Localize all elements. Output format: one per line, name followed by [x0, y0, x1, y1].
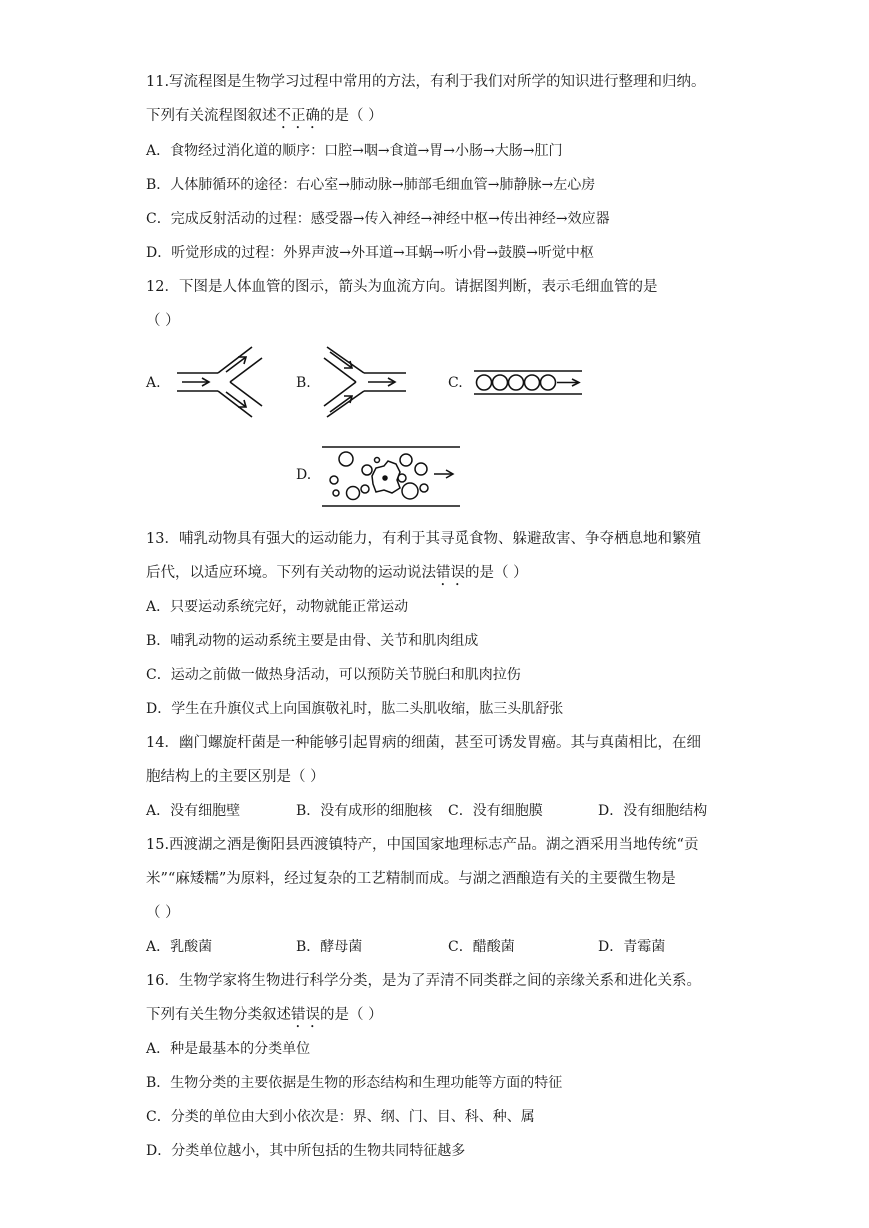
q14-option-a: A．没有细胞壁: [146, 803, 241, 819]
q13-option-c: C．运动之前做一做热身活动，可以预防关节脱臼和肌肉拉伤: [146, 667, 521, 683]
q16-stem-pre: 下列有关生物分类叙述: [146, 1007, 291, 1023]
q12-stem-line1: 12．下图是人体血管的图示，箭头为血流方向。请据图判断，表示毛细血管的是: [146, 279, 658, 295]
vessel-diagram-d: [320, 444, 465, 510]
q15-stem-line3: （ ）: [146, 905, 180, 921]
q11-option-a: A．食物经过消化道的顺序：口腔→咽→食道→胃→小肠→大肠→肛门: [146, 143, 563, 159]
q14-option-c: C．没有细胞膜: [448, 803, 543, 819]
q16-option-a: A．种是最基本的分类单位: [146, 1041, 311, 1057]
q12-label-d: D.: [296, 467, 312, 483]
q11-stem-post: 的是（ ）: [320, 108, 383, 124]
vessel-diagram-b: [322, 342, 412, 422]
q16-option-b: B．生物分类的主要依据是生物的形态结构和生理功能等方面的特征: [146, 1075, 563, 1091]
q13-option-a: A．只要运动系统完好，动物就能正常运动: [146, 599, 409, 615]
q12-label-a: A.: [146, 375, 161, 391]
q14-stem-line1: 14．幽门螺旋杆菌是一种能够引起胃病的细菌，甚至可诱发胃癌。其与真菌相比，在细: [146, 735, 701, 751]
q16-option-c: C．分类的单位由大到小依次是：界、纲、门、目、科、种、属: [146, 1109, 535, 1125]
q12-stem-line2: （ ）: [146, 313, 180, 329]
q15-stem-line2: 米”“麻矮糯”为原料，经过复杂的工艺精制而成。与湖之酒酿造有关的主要微生物是: [146, 871, 676, 887]
vessel-diagram-a: [172, 342, 267, 422]
q14-option-b: B．没有成形的细胞核: [296, 803, 433, 819]
q11-stem-emphasis: 不正确: [276, 108, 320, 124]
q13-stem-line2: [146, 563, 528, 589]
q15-option-b: B．酵母菌: [296, 939, 363, 955]
q13-stem-post: 的是（ ）: [465, 565, 528, 581]
q13-option-d: D．学生在升旗仪式上向国旗敬礼时，肱二头肌收缩，肱三头肌舒张: [146, 701, 564, 717]
q13-option-b: B．哺乳动物的运动系统主要是由骨、关节和肌肉组成: [146, 633, 479, 649]
q12-label-b: B.: [296, 375, 311, 391]
q11-stem-line1: 11.写流程图是生物学习过程中常用的方法，有利于我们对所学的知识进行整理和归纳。: [146, 74, 706, 90]
q14-option-d: D．没有细胞结构: [598, 803, 708, 819]
q16-option-d: D．分类单位越小，其中所包括的生物共同特征越多: [146, 1143, 466, 1159]
q16-stem-post: 的是（ ）: [320, 1007, 383, 1023]
q11-stem-line2: [146, 106, 383, 132]
q13-stem-pre: 后代，以适应环境。下列有关动物的运动说法: [146, 565, 436, 581]
q15-option-a: A．乳酸菌: [146, 939, 213, 955]
q15-option-d: D．青霉菌: [598, 939, 666, 955]
q15-option-c: C．醋酸菌: [448, 939, 515, 955]
q11-stem-pre: 下列有关流程图叙述: [146, 108, 277, 124]
q11-option-b: B．人体肺循环的途径：右心室→肺动脉→肺部毛细血管→肺静脉→左心房: [146, 177, 596, 193]
vessel-diagram-c: [472, 368, 587, 398]
q11-option-d: D．听觉形成的过程：外界声波→外耳道→耳蜗→听小骨→鼓膜→听觉中枢: [146, 245, 594, 261]
q12-label-c: C.: [448, 375, 463, 391]
q11-option-c: C．完成反射活动的过程：感受器→传入神经→神经中枢→传出神经→效应器: [146, 211, 610, 227]
q13-stem-emphasis: 错误: [436, 565, 465, 581]
q15-stem-line1: 15.西渡湖之酒是衡阳县西渡镇特产，中国国家地理标志产品。湖之酒采用当地传统“贡: [146, 837, 699, 853]
q14-stem-line2: 胞结构上的主要区别是（ ）: [146, 769, 325, 785]
q16-stem-emphasis: 错误: [291, 1007, 320, 1023]
q13-stem-line1: 13．哺乳动物具有强大的运动能力，有利于其寻觅食物、躲避敌害、争夺栖息地和繁殖: [146, 531, 701, 547]
q16-stem-line1: 16．生物学家将生物进行科学分类，是为了弄清不同类群之间的亲缘关系和进化关系。: [146, 973, 701, 989]
q16-stem-line2: [146, 1005, 383, 1031]
